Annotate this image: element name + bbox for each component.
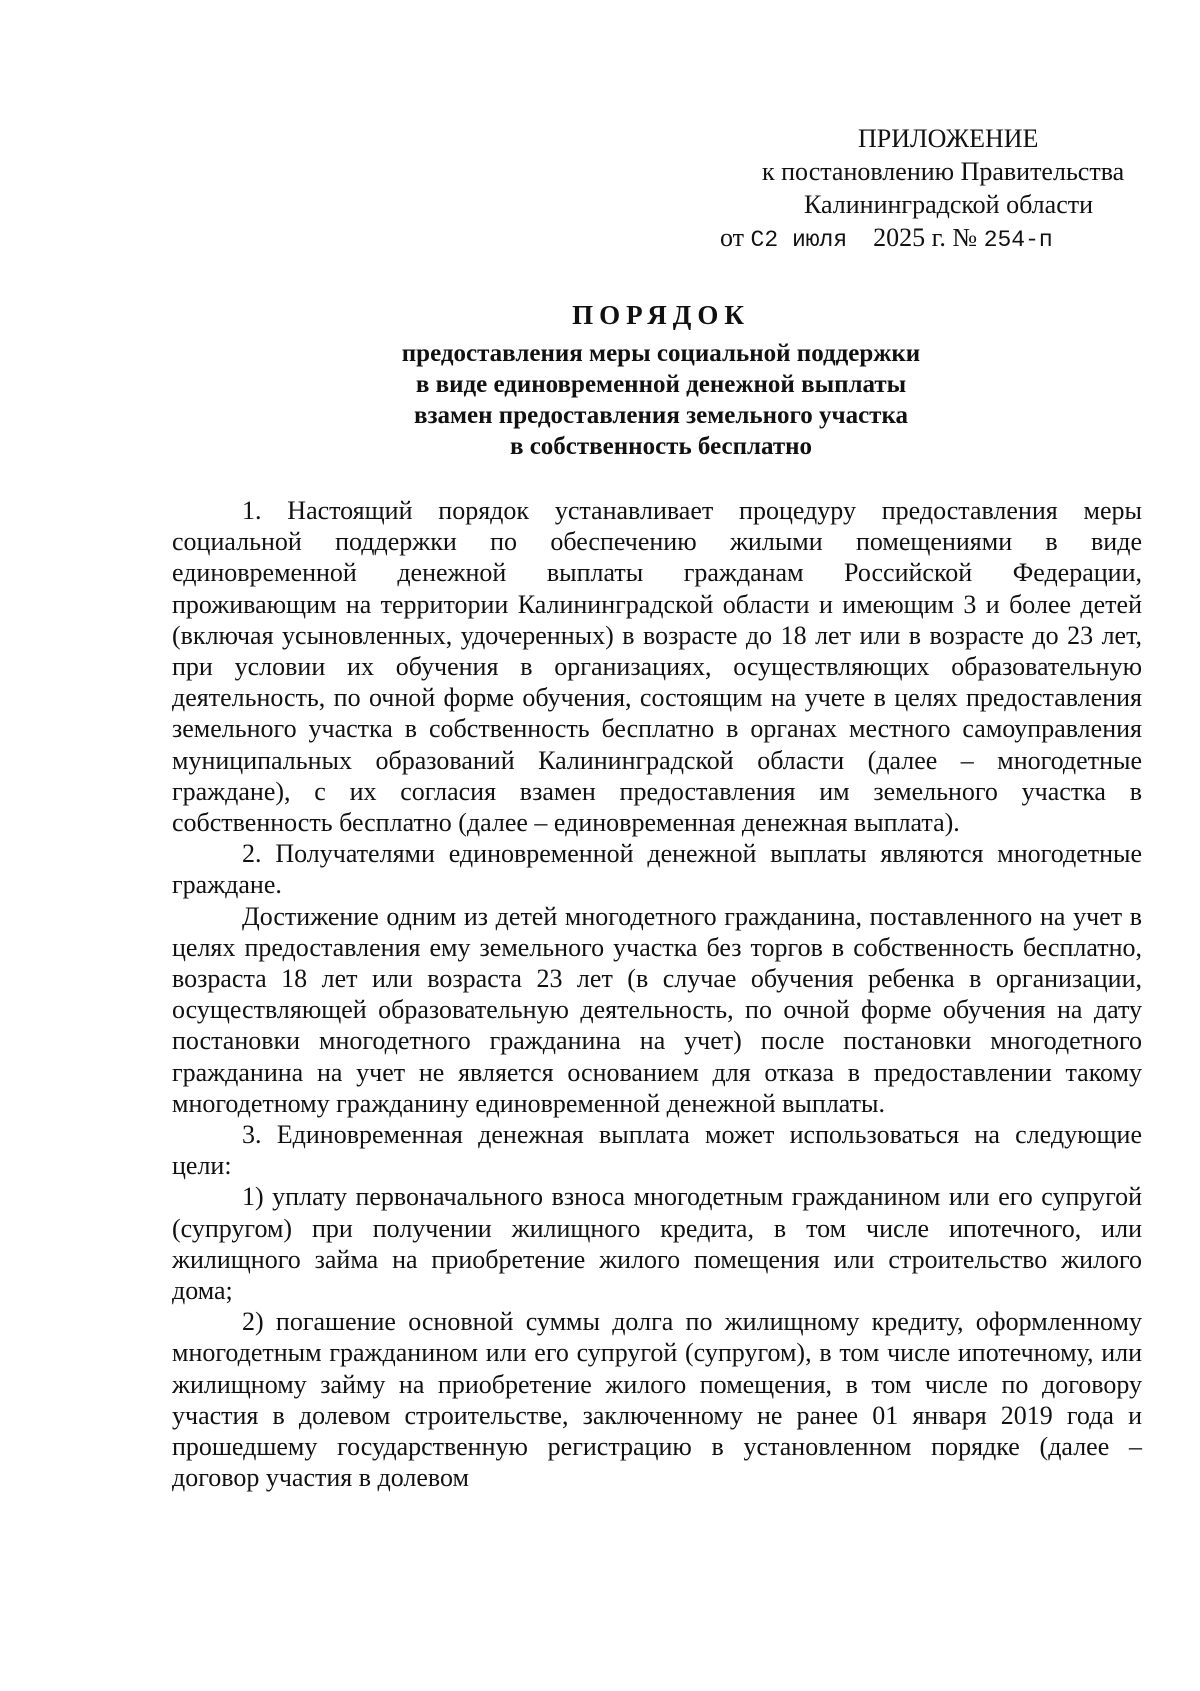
- date-year: 2025 г. №: [873, 223, 978, 252]
- appendix-line-1: к постановлению Правительства: [762, 157, 1125, 186]
- document-subtitle: [172, 338, 1150, 462]
- date-value: С2 июля: [750, 227, 848, 253]
- subtitle-line: в собственность бесплатно: [509, 433, 813, 460]
- date-prefix: от: [720, 223, 745, 252]
- subtitle-line: предоставления меры социальной поддержки: [401, 340, 921, 367]
- document-body: [172, 495, 1142, 1494]
- appendix-line-2: Калининградской области: [804, 190, 1094, 219]
- document-title: ПОРЯДОК: [572, 300, 750, 330]
- subtitle-line: взамен предоставления земельного участка: [413, 402, 908, 429]
- document-number: 254-п: [983, 227, 1053, 253]
- paragraph-2-continuation: Достижение одним из детей многодетного гражданина, поставленного на учет в целях предоставления ему земельного участка без торгов в собственность бесплатно, возраста 18 лет или возраста 23 лет (в случае обучения ребенка в организации, осуществляющей образовательную деятельность, по очной форме обучения на дату постановки многодетного гражданина на учет) после постановки многодетного гражданина на учет не является основанием для отказа в предоставлении такому многодетному гражданину единовременной денежной выплаты.: [172, 901, 1142, 1118]
- list-item-2: 2) погашение основной суммы долга по жилищному кредиту, оформленному многодетным гражданином или его супругой (супругом), в том числе ипотечному, или жилищному займу на приобретение жилого помещения, в том числе по договору участия в долевом строительстве, заключенному не ранее 01 января 2019 года и прошедшему государственную регистрацию в установленном порядке (далее – договор участия в долевом: [172, 1307, 1142, 1493]
- paragraph-2: 2. Получателями единовременной денежной выплаты являются многодетные граждане.: [172, 839, 1142, 900]
- appendix-header: [640, 122, 1180, 257]
- paragraph-3: 3. Единовременная денежная выплата может использоваться на следующие цели:: [172, 1120, 1142, 1181]
- subtitle-line: в виде единовременной денежной выплаты: [415, 371, 907, 398]
- appendix-date-line: [640, 221, 1180, 257]
- paragraph-1: 1. Настоящий порядок устанавливает процедуру предоставления меры социальной поддержки по обеспечению жилыми помещениями в виде единовременной денежной выплаты гражданам Российской Федерации, проживающим на территории Калининградской области и имеющим 3 и более детей (включая усыновленных, удочеренных) в возрасте до 18 лет или в возрасте до 23 лет, при условии их обучения в организациях, осуществляющих образовательную деятельность, по очной форме обучения, состоящим на учете в целях предоставления земельного участка в собственность бесплатно в органах местного самоуправления муниципальных образований Калининградской области (далее – многодетные граждане), с их согласия взамен предоставления им земельного участка в собственность бесплатно (далее – единовременная денежная выплата).: [172, 496, 1142, 838]
- appendix-title: ПРИЛОЖЕНИЕ: [858, 124, 1039, 153]
- list-item-1: 1) уплату первоначального взноса многодетным гражданином или его супругой (супругом) при получении жилищного кредита, в том числе ипотечного, или жилищного займа на приобретение жилого помещения или строительство жилого дома;: [172, 1182, 1142, 1306]
